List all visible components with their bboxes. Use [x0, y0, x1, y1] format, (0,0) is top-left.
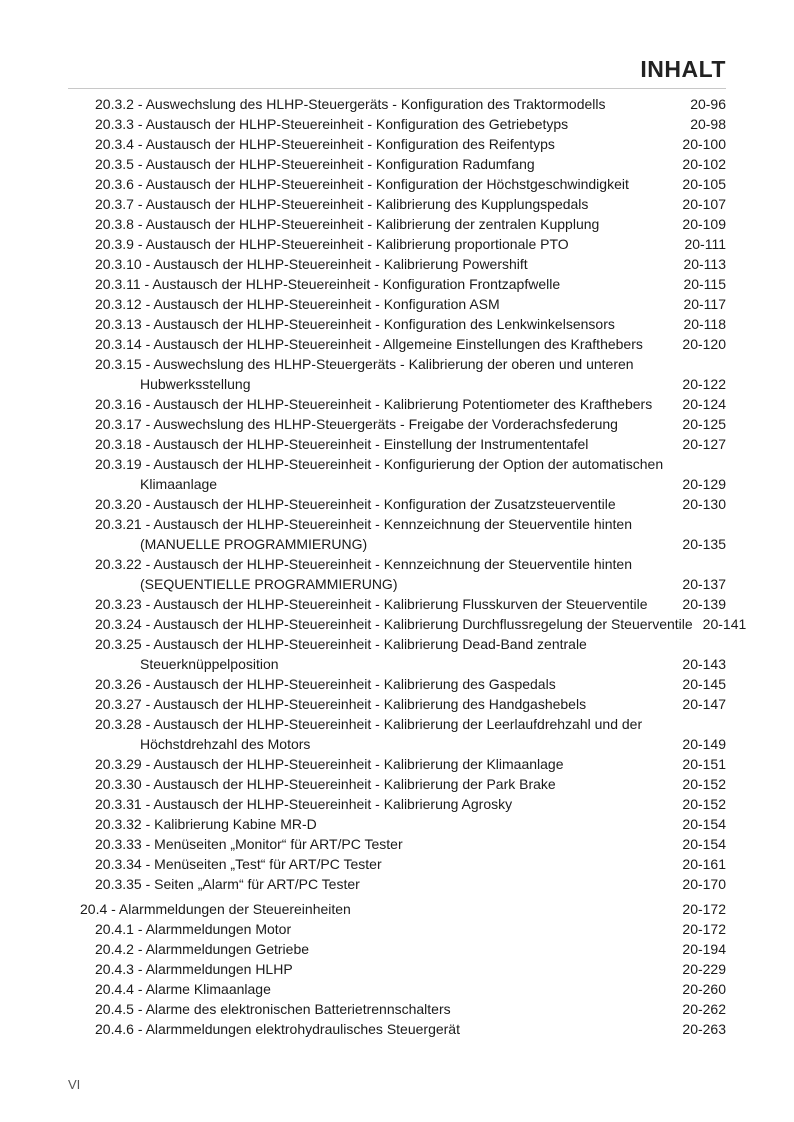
toc-entry[interactable]: [68, 1019, 726, 1039]
toc-entry-title-line: 20.3.7 - Austausch der HLHP-Steuereinheit - Kalibrierung des Kupplungspedals: [95, 196, 589, 212]
toc-entry[interactable]: [68, 254, 726, 274]
toc-entry-page: 20-152: [682, 796, 726, 812]
toc-entry-title: [68, 834, 682, 854]
toc-entry-title-line: 20.4.1 - Alarmmeldungen Motor: [95, 921, 292, 937]
toc-entry-page: 20-109: [682, 216, 726, 232]
page-number: VI: [68, 1077, 81, 1092]
toc-entry-title-line: 20.3.32 - Kalibrierung Kabine MR-D: [95, 816, 317, 832]
toc-entry-page: 20-161: [682, 856, 726, 872]
toc-entry-title-line: 20.3.17 - Auswechslung des HLHP-Steuergeräts - Freigabe der Vorderachsfederung: [95, 416, 618, 432]
toc-entry-title-line: 20.3.21 - Austausch der HLHP-Steuereinheit - Kennzeichnung der Steuerventile hinten: [95, 516, 633, 532]
toc-entry-title-line: 20.3.13 - Austausch der HLHP-Steuereinheit - Konfiguration des Lenkwinkelsensors: [95, 316, 615, 332]
toc-entry[interactable]: [68, 94, 726, 114]
toc-entry[interactable]: [68, 334, 726, 354]
toc-entry[interactable]: [68, 134, 726, 154]
toc-entry-title-line: 20.3.20 - Austausch der HLHP-Steuereinheit - Konfiguration der Zusatzsteuerventile: [95, 496, 616, 512]
toc-entry[interactable]: [68, 979, 726, 999]
toc-entry-title-line: 20.3.3 - Austausch der HLHP-Steuereinheit - Konfiguration des Getriebetyps: [95, 116, 569, 132]
toc-entry[interactable]: [68, 794, 726, 814]
toc-entry-page: 20-100: [682, 136, 726, 152]
toc-entry-title: [68, 714, 682, 754]
toc-entry[interactable]: [68, 814, 726, 834]
toc-entry-page: 20-139: [682, 596, 726, 612]
toc-entry-page: 20-98: [690, 116, 726, 132]
toc-entry[interactable]: [68, 939, 726, 959]
toc-entry-title: [68, 594, 682, 614]
toc-entry[interactable]: [68, 154, 726, 174]
toc-entry[interactable]: [68, 174, 726, 194]
toc-entry-title-line: 20.3.29 - Austausch der HLHP-Steuereinheit - Kalibrierung der Klimaanlage: [95, 756, 564, 772]
toc-entry-title-line: 20.4.3 - Alarmmeldungen HLHP: [95, 961, 293, 977]
toc-entry[interactable]: [68, 634, 726, 674]
toc-entry-title: [68, 694, 682, 714]
toc-entry-page: 20-154: [682, 836, 726, 852]
toc-entry-title: [68, 674, 682, 694]
toc-entry[interactable]: [68, 394, 726, 414]
toc-entry-page: 20-107: [682, 196, 726, 212]
toc-entry[interactable]: [68, 959, 726, 979]
toc-entry-page: 20-129: [682, 476, 726, 492]
toc-entry[interactable]: [68, 354, 726, 394]
toc-entry-title-continuation: (MANUELLE PROGRAMMIERUNG): [140, 536, 368, 552]
toc-entry-title-continuation: Hubwerksstellung: [140, 376, 251, 392]
toc-entry[interactable]: [68, 234, 726, 254]
toc-entry-title: [68, 874, 682, 894]
toc-entry-title: [68, 494, 682, 514]
toc-entry-title-line: 20.3.11 - Austausch der HLHP-Steuereinheit - Konfiguration Frontzapfwelle: [95, 276, 561, 292]
toc-entry-page: 20-147: [682, 696, 726, 712]
toc-entry-page: 20-127: [682, 436, 726, 452]
toc-entry-title-line: 20.3.10 - Austausch der HLHP-Steuereinheit - Kalibrierung Powershift: [95, 256, 528, 272]
toc-entry-page: 20-172: [682, 921, 726, 937]
toc-entry-title-line: 20.3.12 - Austausch der HLHP-Steuereinheit - Konfiguration ASM: [95, 296, 500, 312]
toc-entry-title: [68, 294, 683, 314]
toc-entry-page: 20-102: [682, 156, 726, 172]
toc-entry-page: 20-120: [682, 336, 726, 352]
toc-entry-title-continuation: Höchstdrehzahl des Motors: [140, 736, 311, 752]
toc-entry-title-line: 20.3.4 - Austausch der HLHP-Steuereinheit - Konfiguration des Reifentyps: [95, 136, 555, 152]
toc-entry-title-line: 20.3.33 - Menüseiten „Monitor“ für ART/PC Tester: [95, 836, 403, 852]
toc-entry[interactable]: [68, 919, 726, 939]
toc-entry-page: 20-122: [682, 376, 726, 392]
toc-entry-title: [68, 194, 682, 214]
toc-entry[interactable]: [68, 614, 747, 634]
toc-entry-title-line: 20.3.25 - Austausch der HLHP-Steuereinheit - Kalibrierung Dead-Band zentrale: [95, 636, 587, 652]
toc-entry-title-line: 20.3.22 - Austausch der HLHP-Steuereinheit - Kennzeichnung der Steuerventile hinten: [95, 556, 633, 572]
toc-entry-title: [68, 314, 683, 334]
toc-entry-page: 20-96: [690, 96, 726, 112]
toc-entry-page: 20-260: [682, 981, 726, 997]
toc-entry-title-line: 20.3.6 - Austausch der HLHP-Steuereinheit - Konfiguration der Höchstgeschwindigkeit: [95, 176, 629, 192]
toc-entry-title: [68, 634, 682, 674]
toc-entry[interactable]: [68, 454, 726, 494]
toc-entry-title: [68, 999, 682, 1019]
toc-entry[interactable]: [68, 754, 726, 774]
toc-section-entry[interactable]: [68, 899, 726, 919]
toc-entry[interactable]: [68, 214, 726, 234]
toc-entry-title-line: 20.3.15 - Auswechslung des HLHP-Steuergeräts - Kalibrierung der oberen und unteren: [95, 356, 634, 372]
toc-entry-page: 20-105: [682, 176, 726, 192]
toc-entry-title: [68, 454, 682, 494]
toc-entry-title-line: 20.3.23 - Austausch der HLHP-Steuereinheit - Kalibrierung Flusskurven der Steuerventile: [95, 596, 648, 612]
toc-entry-page: 20-141: [702, 616, 747, 632]
header-divider: [68, 88, 726, 89]
page-title: INHALT: [640, 56, 726, 82]
toc-entry-title: [68, 154, 682, 174]
toc-entry[interactable]: [68, 314, 726, 334]
toc-entry[interactable]: [68, 854, 726, 874]
toc-entry-page: 20-262: [682, 1001, 726, 1017]
toc-entry-page: 20-194: [682, 941, 726, 957]
toc-entry-title-continuation: Klimaanlage: [140, 476, 218, 492]
toc-entry-page: 20-172: [682, 901, 726, 917]
toc-entry-title: [68, 274, 683, 294]
toc-entry-page: 20-117: [683, 296, 726, 312]
toc-entry-page: 20-263: [682, 1021, 726, 1037]
toc-entry-title: [68, 774, 682, 794]
toc-entry-title-line: 20.3.2 - Auswechslung des HLHP-Steuergeräts - Konfiguration des Traktormodells: [95, 96, 606, 112]
toc-entry-title: [68, 214, 682, 234]
toc-entry-title: [68, 414, 682, 434]
toc-entry-title-line: 20.3.8 - Austausch der HLHP-Steuereinheit - Kalibrierung der zentralen Kupplung: [95, 216, 600, 232]
toc-entry-title-line: 20.3.16 - Austausch der HLHP-Steuereinheit - Kalibrierung Potentiometer des Krafthebers: [95, 396, 653, 412]
toc-entry[interactable]: [68, 294, 726, 314]
toc-entry-title-line: 20.4.2 - Alarmmeldungen Getriebe: [95, 941, 310, 957]
toc-entry-title-line: 20.4.6 - Alarmmeldungen elektrohydraulisches Steuergerät: [95, 1021, 460, 1037]
toc-entry-title-line: 20.4.5 - Alarme des elektronischen Batterietrennschalters: [95, 1001, 451, 1017]
toc-entry-title: [68, 919, 682, 939]
toc-entry-page: 20-152: [682, 776, 726, 792]
toc-entry[interactable]: [68, 194, 726, 214]
toc-entry-page: 20-130: [682, 496, 726, 512]
toc-entry-title: [68, 254, 683, 274]
toc-entry[interactable]: [68, 999, 726, 1019]
toc-entry[interactable]: [68, 874, 726, 894]
toc-entry[interactable]: [68, 694, 726, 714]
toc-entry-title-continuation: Steuerknüppelposition: [140, 656, 279, 672]
toc-entry[interactable]: [68, 714, 726, 754]
table-of-contents: [68, 94, 747, 1039]
toc-entry-title: [68, 939, 682, 959]
toc-entry[interactable]: [68, 434, 726, 454]
toc-entry[interactable]: [68, 274, 726, 294]
toc-entry-title-line: 20.3.28 - Austausch der HLHP-Steuereinheit - Kalibrierung der Leerlaufdrehzahl und der: [95, 716, 643, 732]
toc-entry-title: [68, 854, 682, 874]
toc-entry[interactable]: [68, 414, 726, 434]
toc-entry-page: 20-145: [682, 676, 726, 692]
toc-entry[interactable]: [68, 494, 726, 514]
toc-entry-title-line: 20.3.9 - Austausch der HLHP-Steuereinheit - Kalibrierung proportionale PTO: [95, 236, 569, 252]
toc-entry-title-line: 20.3.24 - Austausch der HLHP-Steuereinheit - Kalibrierung Durchflussregelung der Steuerventile: [95, 616, 693, 632]
toc-entry-title: [68, 959, 682, 979]
toc-entry-title-line: 20.3.5 - Austausch der HLHP-Steuereinheit - Konfiguration Radumfang: [95, 156, 535, 172]
toc-entry-page: 20-135: [682, 536, 726, 552]
toc-entry-title: [68, 134, 682, 154]
toc-entry-title: [68, 174, 682, 194]
toc-entry-title-continuation: (SEQUENTIELLE PROGRAMMIERUNG): [140, 576, 398, 592]
toc-entry-page: 20-149: [682, 736, 726, 752]
toc-entry-title-line: 20.4.4 - Alarme Klimaanlage: [95, 981, 271, 997]
toc-entry-title: [68, 234, 684, 254]
toc-entry-title-line: 20.3.34 - Menüseiten „Test“ für ART/PC Tester: [95, 856, 382, 872]
toc-entry-title: [68, 554, 682, 594]
toc-entry-title-line: 20.3.14 - Austausch der HLHP-Steuereinheit - Allgemeine Einstellungen des Krafthebers: [95, 336, 643, 352]
toc-entry[interactable]: [68, 554, 726, 594]
toc-entry-page: 20-118: [683, 316, 726, 332]
toc-entry-page: 20-229: [682, 961, 726, 977]
toc-entry-title-line: 20.3.26 - Austausch der HLHP-Steuereinheit - Kalibrierung des Gaspedals: [95, 676, 556, 692]
toc-entry-page: 20-170: [682, 876, 726, 892]
toc-entry-title: [68, 794, 682, 814]
toc-entry-title-line: 20.3.19 - Austausch der HLHP-Steuereinheit - Konfigurierung der Option der automatischen: [95, 456, 664, 472]
toc-entry-page: 20-137: [682, 576, 726, 592]
toc-entry-title-line: 20.4 - Alarmmeldungen der Steuereinheiten: [80, 901, 351, 917]
toc-entry-title: [68, 754, 682, 774]
toc-entry[interactable]: [68, 514, 726, 554]
toc-entry[interactable]: [68, 114, 726, 134]
toc-entry-title: [68, 979, 682, 999]
toc-entry-title: [68, 614, 703, 634]
toc-entry-page: 20-125: [682, 416, 726, 432]
toc-entry-title: [68, 114, 690, 134]
toc-entry-page: 20-113: [683, 256, 726, 272]
toc-entry-title: [68, 1019, 682, 1039]
toc-entry-title-line: 20.3.18 - Austausch der HLHP-Steuereinheit - Einstellung der Instrumententafel: [95, 436, 589, 452]
toc-entry-page: 20-154: [682, 816, 726, 832]
toc-entry-title: [68, 94, 690, 114]
toc-entry-title: [68, 434, 682, 454]
toc-entry-title-line: 20.3.27 - Austausch der HLHP-Steuereinheit - Kalibrierung des Handgashebels: [95, 696, 587, 712]
toc-entry-title: [68, 354, 682, 394]
toc-entry-title: [68, 394, 682, 414]
toc-entry-title: [68, 899, 682, 919]
toc-entry-title-line: 20.3.31 - Austausch der HLHP-Steuereinheit - Kalibrierung Agrosky: [95, 796, 513, 812]
toc-entry-page: 20-151: [682, 756, 726, 772]
toc-entry-page: 20-115: [683, 276, 726, 292]
toc-entry-page: 20-124: [682, 396, 726, 412]
toc-entry-title: [68, 814, 682, 834]
toc-entry[interactable]: [68, 834, 726, 854]
toc-entry-page: 20-143: [682, 656, 726, 672]
toc-entry-title: [68, 334, 682, 354]
toc-entry-page: 20-111: [684, 236, 726, 252]
toc-entry-title-line: 20.3.30 - Austausch der HLHP-Steuereinheit - Kalibrierung der Park Brake: [95, 776, 556, 792]
toc-entry[interactable]: [68, 594, 726, 614]
toc-entry-title-line: 20.3.35 - Seiten „Alarm“ für ART/PC Tester: [95, 876, 360, 892]
toc-entry[interactable]: [68, 674, 726, 694]
toc-entry[interactable]: [68, 774, 726, 794]
toc-entry-title: [68, 514, 682, 554]
